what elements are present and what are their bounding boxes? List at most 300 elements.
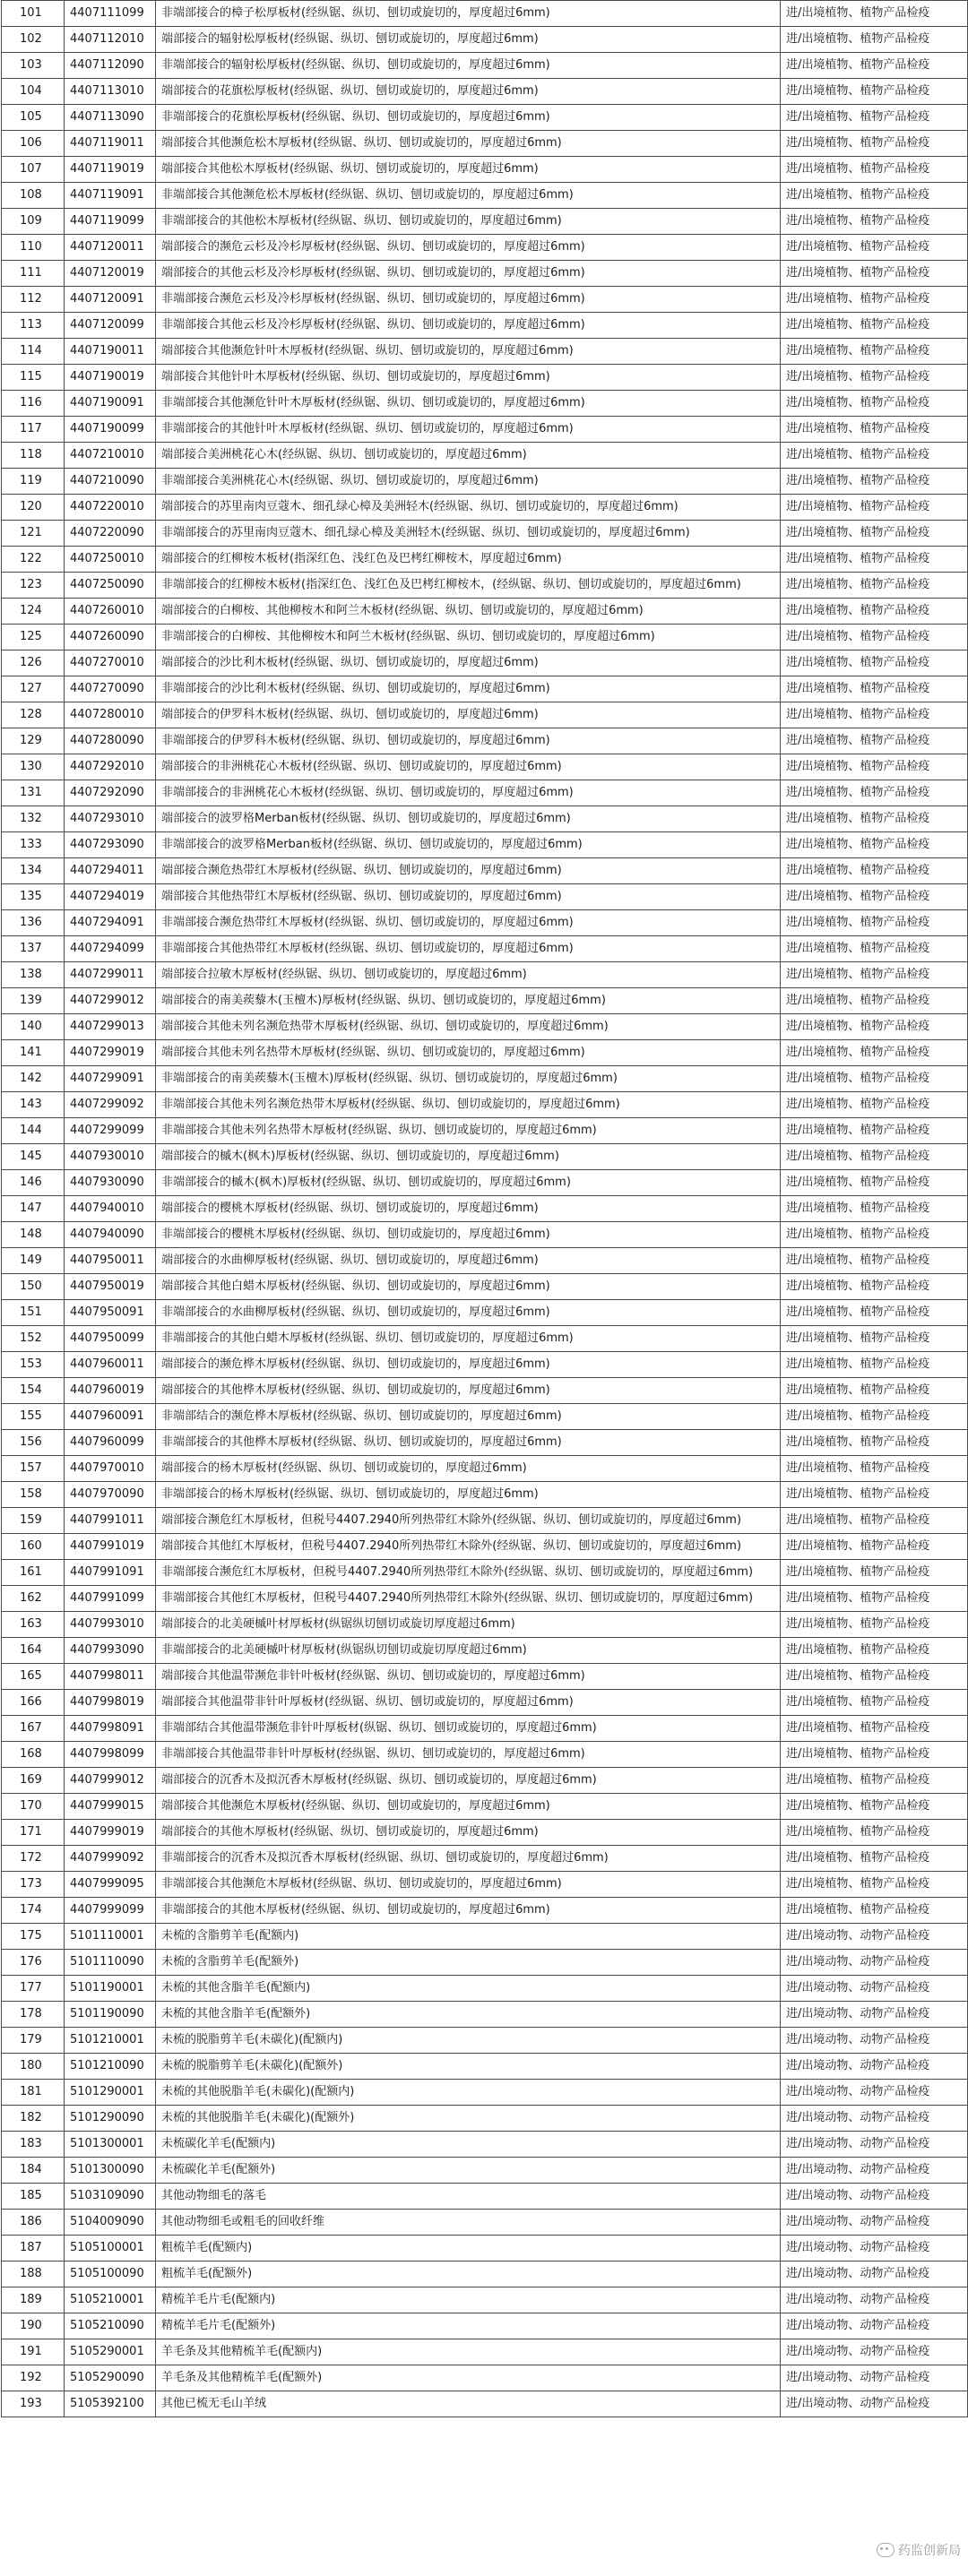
goods-description: 未梳的其他脱脂羊毛(未碳化)(配额内) — [156, 2080, 781, 2106]
row-number: 104 — [2, 79, 65, 105]
hs-code: 4407999099 — [65, 1898, 156, 1924]
row-number: 133 — [2, 832, 65, 858]
table-row — [2, 1638, 968, 1664]
row-number: 148 — [2, 1222, 65, 1248]
inspection-category: 进/出境植物、植物产品检疫 — [781, 1820, 968, 1846]
table-row — [2, 1508, 968, 1534]
inspection-category: 进/出境植物、植物产品检疫 — [781, 1586, 968, 1612]
hs-code: 5101110090 — [65, 1950, 156, 1976]
row-number: 189 — [2, 2287, 65, 2313]
table-row — [2, 2158, 968, 2184]
inspection-category: 进/出境植物、植物产品检疫 — [781, 650, 968, 676]
row-number: 137 — [2, 936, 65, 962]
row-number: 160 — [2, 1534, 65, 1560]
hs-code: 4407190099 — [65, 417, 156, 443]
row-number: 134 — [2, 858, 65, 884]
inspection-category: 进/出境植物、植物产品检疫 — [781, 1404, 968, 1430]
row-number: 145 — [2, 1144, 65, 1170]
table-row — [2, 443, 968, 469]
inspection-category: 进/出境植物、植物产品检疫 — [781, 1664, 968, 1690]
inspection-category: 进/出境植物、植物产品检疫 — [781, 1196, 968, 1222]
inspection-category: 进/出境植物、植物产品检疫 — [781, 1716, 968, 1742]
table-row — [2, 806, 968, 832]
goods-description: 端部接合其他濒危木厚板材(经纵锯、纵切、刨切或旋切的，厚度超过6mm) — [156, 1794, 781, 1820]
goods-description: 非端部接合其他未列名濒危热带木厚板材(经纵锯、纵切、刨切或旋切的，厚度超过6mm) — [156, 1092, 781, 1118]
goods-description: 非端部接合的其他桦木厚板材(经纵锯、纵切、刨切或旋切的，厚度超过6mm) — [156, 1430, 781, 1456]
goods-description: 端部接合的白柳桉、其他柳桉木和阿兰木板材(经纵锯、纵切、刨切或旋切的，厚度超过6mm) — [156, 599, 781, 625]
goods-description: 非端部接合的北美硬槭叶材厚板材(纵锯纵切刨切或旋切厚度超过6mm) — [156, 1638, 781, 1664]
inspection-category: 进/出境动物、动物产品检疫 — [781, 2132, 968, 2158]
hs-code: 5103109090 — [65, 2184, 156, 2210]
goods-description: 端部接合的水曲柳厚板材(经纵锯、纵切、刨切或旋切的，厚度超过6mm) — [156, 1248, 781, 1274]
table-row — [2, 1014, 968, 1040]
row-number: 164 — [2, 1638, 65, 1664]
table-row — [2, 27, 968, 53]
hs-code: 4407119099 — [65, 209, 156, 235]
table-row — [2, 1196, 968, 1222]
goods-description: 端部接合的波罗格Merban板材(经纵锯、纵切、刨切或旋切的，厚度超过6mm) — [156, 806, 781, 832]
goods-description: 精梳羊毛片毛(配额内) — [156, 2287, 781, 2313]
goods-description: 非端部接合其他温带非针叶厚板材(经纵锯、纵切、刨切或旋切的，厚度超过6mm) — [156, 1742, 781, 1768]
row-number: 117 — [2, 417, 65, 443]
row-number: 186 — [2, 2210, 65, 2236]
hs-code: 4407999092 — [65, 1846, 156, 1872]
row-number: 129 — [2, 728, 65, 754]
goods-description: 粗梳羊毛(配额外) — [156, 2262, 781, 2287]
inspection-category: 进/出境动物、动物产品检疫 — [781, 2028, 968, 2054]
goods-description: 非端部接合的花旗松厚板材(经纵锯、纵切、刨切或旋切的，厚度超过6mm) — [156, 105, 781, 131]
table-row — [2, 884, 968, 910]
table-row — [2, 2106, 968, 2132]
row-number: 130 — [2, 754, 65, 780]
row-number: 184 — [2, 2158, 65, 2184]
goods-description: 非端部接合美洲桃花心木(经纵锯、纵切、刨切或旋切的，厚度超过6mm) — [156, 469, 781, 495]
hs-code: 4407260090 — [65, 625, 156, 650]
row-number: 125 — [2, 625, 65, 650]
row-number: 153 — [2, 1352, 65, 1378]
table-row — [2, 2028, 968, 2054]
row-number: 178 — [2, 2002, 65, 2028]
inspection-category: 进/出境植物、植物产品检疫 — [781, 209, 968, 235]
hs-code: 4407280090 — [65, 728, 156, 754]
hs-code: 4407940010 — [65, 1196, 156, 1222]
row-number: 139 — [2, 988, 65, 1014]
table-row — [2, 1300, 968, 1326]
hs-code: 4407294019 — [65, 884, 156, 910]
hs-code: 4407930090 — [65, 1170, 156, 1196]
goods-description: 端部接合其他白蜡木厚板材(经纵锯、纵切、刨切或旋切的，厚度超过6mm) — [156, 1274, 781, 1300]
goods-description: 羊毛条及其他精梳羊毛(配额外) — [156, 2365, 781, 2391]
hs-code: 4407210010 — [65, 443, 156, 469]
inspection-category: 进/出境植物、植物产品检疫 — [781, 1742, 968, 1768]
table-row — [2, 2184, 968, 2210]
table-row — [2, 1118, 968, 1144]
goods-description: 端部接合的沉香木及拟沉香木厚板材(经纵锯、纵切、刨切或旋切的，厚度超过6mm) — [156, 1768, 781, 1794]
table-row — [2, 521, 968, 547]
inspection-category: 进/出境植物、植物产品检疫 — [781, 599, 968, 625]
table-row — [2, 1352, 968, 1378]
table-row — [2, 1092, 968, 1118]
hs-code: 5105100090 — [65, 2262, 156, 2287]
hs-code: 5105100001 — [65, 2236, 156, 2262]
row-number: 185 — [2, 2184, 65, 2210]
inspection-category: 进/出境植物、植物产品检疫 — [781, 676, 968, 702]
table-row — [2, 1768, 968, 1794]
goods-description: 端部接合濒危热带红木厚板材(经纵锯、纵切、刨切或旋切的，厚度超过6mm) — [156, 858, 781, 884]
inspection-category: 进/出境植物、植物产品检疫 — [781, 1040, 968, 1066]
table-row — [2, 1612, 968, 1638]
row-number: 126 — [2, 650, 65, 676]
table-row — [2, 1820, 968, 1846]
inspection-category: 进/出境植物、植物产品检疫 — [781, 1846, 968, 1872]
table-row — [2, 2313, 968, 2339]
goods-description: 端部接合拉敏木厚板材(经纵锯、纵切、刨切或旋切的，厚度超过6mm) — [156, 962, 781, 988]
table-row — [2, 2210, 968, 2236]
goods-description: 端部接合濒危红木厚板材，但税号4407.2940所列热带红木除外(经纵锯、纵切、刨切或旋切的，厚度超过6mm) — [156, 1508, 781, 1534]
goods-description: 非端部接合其他云杉及冷杉厚板材(经纵锯、纵切、刨切或旋切的，厚度超过6mm) — [156, 313, 781, 339]
hs-code: 4407940090 — [65, 1222, 156, 1248]
goods-description: 非端部接合的樱桃木厚板材(经纵锯、纵切、刨切或旋切的，厚度超过6mm) — [156, 1222, 781, 1248]
hs-code: 4407991091 — [65, 1560, 156, 1586]
row-number: 179 — [2, 2028, 65, 2054]
inspection-category: 进/出境动物、动物产品检疫 — [781, 2391, 968, 2417]
goods-description: 端部接合其他濒危针叶木厚板材(经纵锯、纵切、刨切或旋切的，厚度超过6mm) — [156, 339, 781, 365]
row-number: 106 — [2, 131, 65, 157]
row-number: 192 — [2, 2365, 65, 2391]
hs-code: 5101110001 — [65, 1924, 156, 1950]
inspection-category: 进/出境植物、植物产品检疫 — [781, 1, 968, 27]
row-number: 142 — [2, 1066, 65, 1092]
inspection-category: 进/出境植物、植物产品检疫 — [781, 1690, 968, 1716]
goods-description: 非端部接合的槭木(枫木)厚板材(经纵锯、纵切、刨切或旋切的，厚度超过6mm) — [156, 1170, 781, 1196]
table-row — [2, 1534, 968, 1560]
hs-code: 4407998091 — [65, 1716, 156, 1742]
hs-code: 5101290090 — [65, 2106, 156, 2132]
hs-code: 5101190090 — [65, 2002, 156, 2028]
hs-code: 5101190001 — [65, 1976, 156, 2002]
hs-code: 4407292090 — [65, 780, 156, 806]
goods-description: 非端部接合其他濒危针叶木厚板材(经纵锯、纵切、刨切或旋切的，厚度超过6mm) — [156, 391, 781, 417]
hs-code: 4407294091 — [65, 910, 156, 936]
goods-description: 端部接合的濒危桦木厚板材(经纵锯、纵切、刨切或旋切的，厚度超过6mm) — [156, 1352, 781, 1378]
goods-description: 非端部接合其他濒危木厚板材(经纵锯、纵切、刨切或旋切的，厚度超过6mm) — [156, 1872, 781, 1898]
inspection-category: 进/出境植物、植物产品检疫 — [781, 1248, 968, 1274]
row-number: 102 — [2, 27, 65, 53]
inspection-category: 进/出境植物、植物产品检疫 — [781, 1300, 968, 1326]
inspection-category: 进/出境植物、植物产品检疫 — [781, 469, 968, 495]
row-number: 193 — [2, 2391, 65, 2417]
goods-description: 非端部接合的杨木厚板材(经纵锯、纵切、刨切或旋切的，厚度超过6mm) — [156, 1482, 781, 1508]
table-row — [2, 1248, 968, 1274]
row-number: 163 — [2, 1612, 65, 1638]
goods-description: 非端部接合的其他木厚板材(经纵锯、纵切、刨切或旋切的，厚度超过6mm) — [156, 1898, 781, 1924]
row-number: 174 — [2, 1898, 65, 1924]
hs-code: 4407119011 — [65, 131, 156, 157]
row-number: 168 — [2, 1742, 65, 1768]
table-row — [2, 1, 968, 27]
table-row — [2, 157, 968, 183]
table-row — [2, 625, 968, 650]
goods-description: 端部接合其他红木厚板材，但税号4407.2940所列热带红木除外(经纵锯、纵切、刨切或旋切的，厚度超过6mm) — [156, 1534, 781, 1560]
row-number: 149 — [2, 1248, 65, 1274]
inspection-category: 进/出境植物、植物产品检疫 — [781, 1066, 968, 1092]
goods-description: 端部接合的北美硬槭叶材厚板材(纵锯纵切刨切或旋切厚度超过6mm) — [156, 1612, 781, 1638]
table-row — [2, 676, 968, 702]
goods-description: 未梳碳化羊毛(配额外) — [156, 2158, 781, 2184]
goods-description: 非端部结合的濒危桦木厚板材(经纵锯、纵切、刨切或旋切的，厚度超过6mm) — [156, 1404, 781, 1430]
goods-description: 未梳的其他含脂羊毛(配额外) — [156, 2002, 781, 2028]
inspection-category: 进/出境植物、植物产品检疫 — [781, 1352, 968, 1378]
inspection-category: 进/出境动物、动物产品检疫 — [781, 2158, 968, 2184]
goods-description: 其他已梳无毛山羊绒 — [156, 2391, 781, 2417]
table-row — [2, 1274, 968, 1300]
inspection-category: 进/出境植物、植物产品检疫 — [781, 1014, 968, 1040]
table-row — [2, 1430, 968, 1456]
table-row — [2, 2080, 968, 2106]
table-row — [2, 1846, 968, 1872]
table-row — [2, 1170, 968, 1196]
hs-code: 4407299019 — [65, 1040, 156, 1066]
row-number: 108 — [2, 183, 65, 209]
table-row — [2, 1742, 968, 1768]
table-row — [2, 2287, 968, 2313]
goods-description: 粗梳羊毛(配额内) — [156, 2236, 781, 2262]
table-row — [2, 650, 968, 676]
inspection-category: 进/出境植物、植物产品检疫 — [781, 235, 968, 261]
table-row — [2, 1794, 968, 1820]
inspection-category: 进/出境植物、植物产品检疫 — [781, 1794, 968, 1820]
hs-code: 5105210090 — [65, 2313, 156, 2339]
table-row — [2, 2339, 968, 2365]
hs-code: 4407113090 — [65, 105, 156, 131]
goods-description: 端部接合的濒危云杉及冷杉厚板材(经纵锯、纵切、刨切或旋切的，厚度超过6mm) — [156, 235, 781, 261]
table-row — [2, 988, 968, 1014]
hs-code: 4407991011 — [65, 1508, 156, 1534]
hs-code: 5101210001 — [65, 2028, 156, 2054]
inspection-category: 进/出境植物、植物产品检疫 — [781, 1456, 968, 1482]
row-number: 172 — [2, 1846, 65, 1872]
goods-description: 未梳的其他含脂羊毛(配额内) — [156, 1976, 781, 2002]
goods-description: 未梳的脱脂剪羊毛(未碳化)(配额内) — [156, 2028, 781, 2054]
goods-description: 非端部接合的樟子松厚板材(经纵锯、纵切、刨切或旋切的，厚度超过6mm) — [156, 1, 781, 27]
goods-description: 羊毛条及其他精梳羊毛(配额内) — [156, 2339, 781, 2365]
table-row — [2, 754, 968, 780]
goods-description: 非端部接合的沉香木及拟沉香木厚板材(经纵锯、纵切、刨切或旋切的，厚度超过6mm) — [156, 1846, 781, 1872]
inspection-category: 进/出境动物、动物产品检疫 — [781, 2287, 968, 2313]
row-number: 171 — [2, 1820, 65, 1846]
row-number: 190 — [2, 2313, 65, 2339]
table-row — [2, 573, 968, 599]
goods-description: 端部接合其他未列名热带木厚板材(经纵锯、纵切、刨切或旋切的，厚度超过6mm) — [156, 1040, 781, 1066]
hs-code: 4407294011 — [65, 858, 156, 884]
goods-description: 非端部接合濒危红木厚板材，但税号4407.2940所列热带红木除外(经纵锯、纵切、刨切或旋切的，厚度超过6mm) — [156, 1560, 781, 1586]
inspection-category: 进/出境植物、植物产品检疫 — [781, 131, 968, 157]
inspection-category: 进/出境植物、植物产品检疫 — [781, 443, 968, 469]
table-row — [2, 53, 968, 79]
hs-code: 4407111099 — [65, 1, 156, 27]
inspection-category: 进/出境动物、动物产品检疫 — [781, 1976, 968, 2002]
inspection-category: 进/出境植物、植物产品检疫 — [781, 495, 968, 521]
inspection-category: 进/出境植物、植物产品检疫 — [781, 27, 968, 53]
inspection-category: 进/出境动物、动物产品检疫 — [781, 2236, 968, 2262]
hs-code: 5105290001 — [65, 2339, 156, 2365]
table-row — [2, 1560, 968, 1586]
inspection-category: 进/出境动物、动物产品检疫 — [781, 1950, 968, 1976]
hs-code: 4407280010 — [65, 702, 156, 728]
hs-code: 4407112010 — [65, 27, 156, 53]
row-number: 103 — [2, 53, 65, 79]
table-row — [2, 832, 968, 858]
inspection-category: 进/出境植物、植物产品检疫 — [781, 1898, 968, 1924]
hs-code: 4407999019 — [65, 1820, 156, 1846]
inspection-category: 进/出境植物、植物产品检疫 — [781, 1092, 968, 1118]
row-number: 158 — [2, 1482, 65, 1508]
hs-code: 4407270010 — [65, 650, 156, 676]
hs-code: 4407293090 — [65, 832, 156, 858]
hs-code: 4407970090 — [65, 1482, 156, 1508]
row-number: 128 — [2, 702, 65, 728]
inspection-category: 进/出境植物、植物产品检疫 — [781, 105, 968, 131]
inspection-category: 进/出境动物、动物产品检疫 — [781, 2365, 968, 2391]
table-row — [2, 2132, 968, 2158]
table-row — [2, 962, 968, 988]
row-number: 115 — [2, 365, 65, 391]
goods-description: 未梳的含脂剪羊毛(配额外) — [156, 1950, 781, 1976]
table-row — [2, 1716, 968, 1742]
row-number: 105 — [2, 105, 65, 131]
inspection-category: 进/出境植物、植物产品检疫 — [781, 339, 968, 365]
row-number: 182 — [2, 2106, 65, 2132]
wechat-icon — [877, 2543, 895, 2557]
goods-description: 非端部接合濒危热带红木厚板材(经纵锯、纵切、刨切或旋切的，厚度超过6mm) — [156, 910, 781, 936]
inspection-category: 进/出境植物、植物产品检疫 — [781, 53, 968, 79]
hs-code: 4407293010 — [65, 806, 156, 832]
hs-code: 5105392100 — [65, 2391, 156, 2417]
table-row — [2, 183, 968, 209]
table-row — [2, 1664, 968, 1690]
inspection-category: 进/出境植物、植物产品检疫 — [781, 1482, 968, 1508]
row-number: 175 — [2, 1924, 65, 1950]
row-number: 136 — [2, 910, 65, 936]
table-row — [2, 365, 968, 391]
inspection-category: 进/出境动物、动物产品检疫 — [781, 2210, 968, 2236]
row-number: 101 — [2, 1, 65, 27]
goods-description: 未梳的其他脱脂羊毛(未碳化)(配额外) — [156, 2106, 781, 2132]
inspection-category: 进/出境植物、植物产品检疫 — [781, 417, 968, 443]
hs-code: 4407993010 — [65, 1612, 156, 1638]
table-row — [2, 1586, 968, 1612]
table-row — [2, 547, 968, 573]
hs-code: 4407950019 — [65, 1274, 156, 1300]
table-row — [2, 79, 968, 105]
row-number: 138 — [2, 962, 65, 988]
hs-code: 4407991099 — [65, 1586, 156, 1612]
row-number: 143 — [2, 1092, 65, 1118]
table-row — [2, 910, 968, 936]
inspection-category: 进/出境植物、植物产品检疫 — [781, 780, 968, 806]
watermark — [877, 2541, 961, 2559]
goods-description: 非端部接合的非洲桃花心木板材(经纵锯、纵切、刨切或旋切的，厚度超过6mm) — [156, 780, 781, 806]
inspection-category: 进/出境植物、植物产品检疫 — [781, 1222, 968, 1248]
goods-description: 端部接合其他松木厚板材(经纵锯、纵切、刨切或旋切的，厚度超过6mm) — [156, 157, 781, 183]
inspection-category: 进/出境植物、植物产品检疫 — [781, 547, 968, 573]
row-number: 119 — [2, 469, 65, 495]
row-number: 183 — [2, 2132, 65, 2158]
table-row — [2, 2002, 968, 2028]
row-number: 140 — [2, 1014, 65, 1040]
goods-description: 非端部接合的白柳桉、其他柳桉木和阿兰木板材(经纵锯、纵切、刨切或旋切的，厚度超过6mm) — [156, 625, 781, 650]
goods-description: 非端部接合其他未列名热带木厚板材(经纵锯、纵切、刨切或旋切的，厚度超过6mm) — [156, 1118, 781, 1144]
row-number: 135 — [2, 884, 65, 910]
table-row — [2, 2236, 968, 2262]
hs-code: 4407970010 — [65, 1456, 156, 1482]
row-number: 173 — [2, 1872, 65, 1898]
goods-description: 端部接合美洲桃花心木(经纵锯、纵切、刨切或旋切的，厚度超过6mm) — [156, 443, 781, 469]
inspection-category: 进/出境动物、动物产品检疫 — [781, 1924, 968, 1950]
hs-code: 4407999012 — [65, 1768, 156, 1794]
row-number: 147 — [2, 1196, 65, 1222]
inspection-category: 进/出境动物、动物产品检疫 — [781, 2002, 968, 2028]
inspection-category: 进/出境植物、植物产品检疫 — [781, 728, 968, 754]
row-number: 167 — [2, 1716, 65, 1742]
table-row — [2, 702, 968, 728]
hs-code: 4407190091 — [65, 391, 156, 417]
goods-description: 端部接合的花旗松厚板材(经纵锯、纵切、刨切或旋切的，厚度超过6mm) — [156, 79, 781, 105]
hs-code: 4407999095 — [65, 1872, 156, 1898]
inspection-category: 进/出境植物、植物产品检疫 — [781, 1430, 968, 1456]
hs-code: 4407999015 — [65, 1794, 156, 1820]
table-row — [2, 235, 968, 261]
table-row — [2, 1690, 968, 1716]
row-number: 161 — [2, 1560, 65, 1586]
hs-code: 5105290090 — [65, 2365, 156, 2391]
inspection-category: 进/出境植物、植物产品检疫 — [781, 1326, 968, 1352]
goods-description: 端部接合的杨木厚板材(经纵锯、纵切、刨切或旋切的，厚度超过6mm) — [156, 1456, 781, 1482]
inspection-category: 进/出境植物、植物产品检疫 — [781, 287, 968, 313]
row-number: 131 — [2, 780, 65, 806]
row-number: 188 — [2, 2262, 65, 2287]
goods-description: 端部接合其他温带非针叶厚板材(经纵锯、纵切、刨切或旋切的，厚度超过6mm) — [156, 1690, 781, 1716]
table-row — [2, 2365, 968, 2391]
goods-description: 未梳的脱脂剪羊毛(未碳化)(配额外) — [156, 2054, 781, 2080]
row-number: 154 — [2, 1378, 65, 1404]
table-row — [2, 313, 968, 339]
goods-description: 端部接合的其他桦木厚板材(经纵锯、纵切、刨切或旋切的，厚度超过6mm) — [156, 1378, 781, 1404]
hs-code: 4407299011 — [65, 962, 156, 988]
row-number: 159 — [2, 1508, 65, 1534]
row-number: 110 — [2, 235, 65, 261]
hs-code: 4407998019 — [65, 1690, 156, 1716]
goods-description: 端部接合的伊罗科木板材(经纵锯、纵切、刨切或旋切的，厚度超过6mm) — [156, 702, 781, 728]
goods-description: 非端部接合其他红木厚板材，但税号4407.2940所列热带红木除外(经纵锯、纵切、刨切或旋切的，厚度超过6mm) — [156, 1586, 781, 1612]
row-number: 150 — [2, 1274, 65, 1300]
row-number: 112 — [2, 287, 65, 313]
hs-code: 4407991019 — [65, 1534, 156, 1560]
table-row — [2, 261, 968, 287]
table-row — [2, 2054, 968, 2080]
row-number: 146 — [2, 1170, 65, 1196]
inspection-category: 进/出境植物、植物产品检疫 — [781, 884, 968, 910]
hs-code: 4407292010 — [65, 754, 156, 780]
row-number: 122 — [2, 547, 65, 573]
inspection-table — [1, 0, 968, 2417]
table-row — [2, 131, 968, 157]
goods-description: 非端部接合的波罗格Merban板材(经纵锯、纵切、刨切或旋切的，厚度超过6mm) — [156, 832, 781, 858]
row-number: 152 — [2, 1326, 65, 1352]
table-row — [2, 469, 968, 495]
table-row — [2, 1404, 968, 1430]
inspection-category: 进/出境植物、植物产品检疫 — [781, 858, 968, 884]
